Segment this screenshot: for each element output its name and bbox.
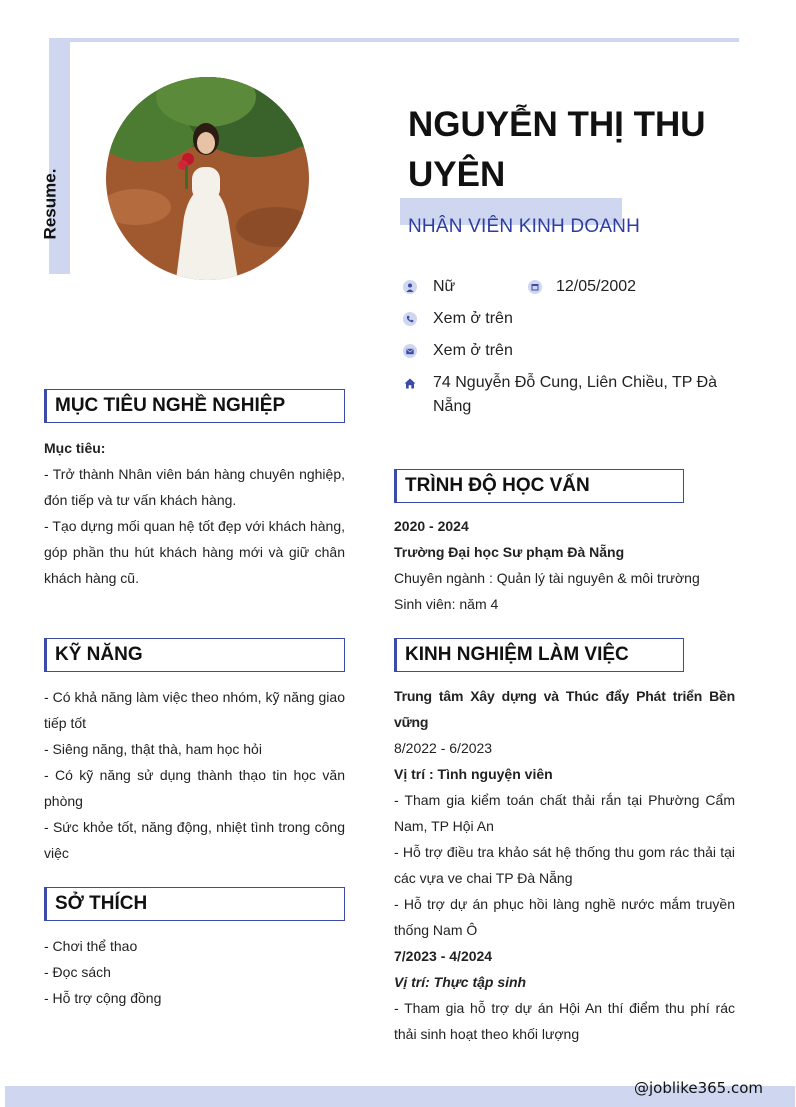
candidate-name: NGUYỄN THỊ THU UYÊN (408, 105, 706, 194)
address-row (403, 371, 723, 419)
birthday-row (528, 275, 636, 299)
footer-watermark: @joblike365.com (634, 1079, 764, 1097)
objective-heading: MỤC TIÊU NGHỀ NGHIỆP (44, 389, 345, 423)
education-status: Sinh viên: năm 4 (394, 596, 499, 612)
resume-label-text: Resume. (40, 168, 59, 240)
hobby-item: - Chơi thể thao (44, 938, 138, 954)
hobby-item: - Đọc sách (44, 964, 111, 980)
education-school: Trường Đại học Sư phạm Đà Nẵng (394, 544, 625, 560)
resume-label (35, 164, 65, 244)
job2-position: Vị trí: Thực tập sinh (394, 974, 527, 990)
top-accent-line (49, 38, 739, 42)
objective-label: Mục tiêu: (44, 440, 106, 456)
hobbies-section (44, 933, 345, 1011)
phone-value: Xem ở trên (433, 310, 513, 327)
job-title: NHÂN VIÊN KINH DOANH (408, 216, 641, 237)
job1-task: - Hỗ trợ dự án phục hồi làng nghề nước mắm truyền thống Nam Ô (394, 896, 735, 938)
skills-heading: KỸ NĂNG (44, 638, 345, 672)
skills-section (44, 684, 345, 866)
phone-icon (403, 312, 417, 326)
hobbies-heading: SỞ THÍCH (44, 887, 345, 921)
objective-line: - Trở thành Nhân viên bán hàng chuyên nghiệp, đón tiếp và tư vấn khách hàng. (44, 466, 345, 508)
job1-period: 8/2022 - 6/2023 (394, 740, 493, 756)
profile-photo (106, 77, 309, 280)
experience-heading: KINH NGHIỆM LÀM VIỆC (394, 638, 684, 672)
email-row (403, 339, 513, 363)
email-icon (403, 344, 417, 358)
gender-row (403, 275, 455, 299)
job2-period: 7/2023 - 4/2024 (394, 948, 493, 964)
job1-task: - Tham gia kiểm toán chất thải rắn tại Phường Cẩm Nam, TP Hội An (394, 792, 735, 834)
calendar-icon (528, 280, 542, 294)
experience-org: Trung tâm Xây dựng và Thúc đẩy Phát triển Bền vững (394, 688, 735, 730)
experience-section (394, 683, 735, 1047)
address-value: 74 Nguyễn Đỗ Cung, Liên Chiều, TP Đà Nẵng (433, 374, 718, 415)
skill-item: - Siêng năng, thật thà, ham học hỏi (44, 741, 262, 757)
email-value: Xem ở trên (433, 342, 513, 359)
education-section (394, 513, 735, 617)
objective-section (44, 435, 345, 591)
job2-task: - Tham gia hỗ trợ dự án Hội An thí điểm thu phí rác thải sinh hoạt theo khối lượng (394, 1000, 735, 1042)
skill-item: - Có kỹ năng sử dụng thành thạo tin học văn phòng (44, 767, 345, 809)
job1-position: Vị trí : Tình nguyện viên (394, 766, 553, 782)
gender-value: Nữ (433, 278, 456, 295)
skill-item: - Có khả năng làm việc theo nhóm, kỹ năng giao tiếp tốt (44, 689, 345, 731)
home-icon (403, 376, 417, 390)
phone-row (403, 307, 513, 331)
education-period: 2020 - 2024 (394, 518, 469, 534)
education-heading: TRÌNH ĐỘ HỌC VẤN (394, 469, 684, 503)
hobby-item: - Hỗ trợ cộng đồng (44, 990, 162, 1006)
person-icon (403, 280, 417, 294)
education-major: Chuyên ngành : Quản lý tài nguyên & môi trường (394, 570, 700, 586)
objective-line: - Tạo dựng mối quan hệ tốt đẹp với khách hàng, góp phần thu hút khách hàng mới và giữ chân khách hàng cũ. (44, 518, 345, 586)
skill-item: - Sức khỏe tốt, năng động, nhiệt tình trong công việc (44, 819, 345, 861)
birthday-value: 12/05/2002 (556, 278, 637, 295)
job1-task: - Hỗ trợ điều tra khảo sát hệ thống thu gom rác thải tại các vựa ve chai TP Đà Nẵng (394, 844, 735, 886)
